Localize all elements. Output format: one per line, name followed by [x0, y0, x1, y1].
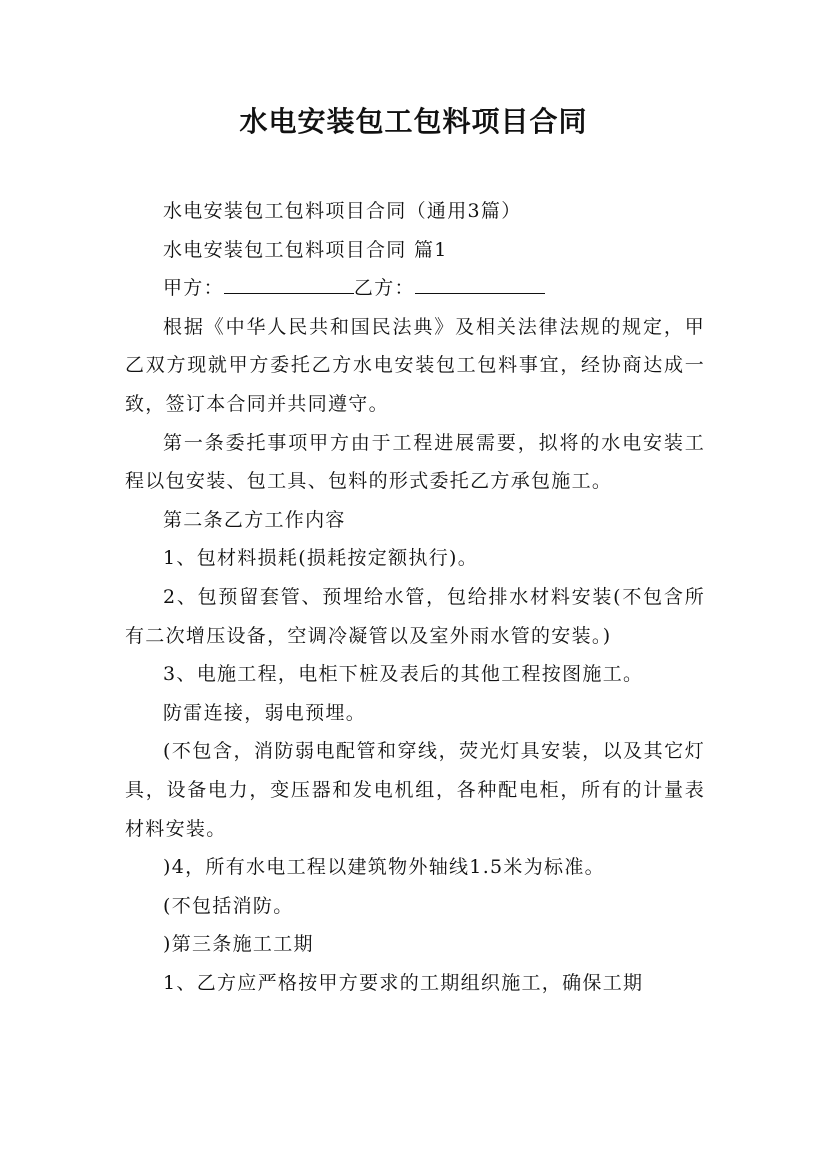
- article-3-item-1: 1、乙方应严格按甲方要求的工期组织施工，确保工期: [163, 971, 644, 994]
- section-heading: 水电安装包工包料项目合同 篇1: [163, 238, 448, 261]
- preamble-paragraph: 根据《中华人民共和国民法典》及相关法律法规的规定，甲乙双方现就甲方委托乙方水电安装包工包料事宜，经协商达成一致，签订本合同并共同遵守。: [125, 315, 705, 415]
- article-2-item-3-note: 防雷连接，弱电预埋。: [163, 701, 367, 724]
- party-b-label: 乙方：: [353, 277, 415, 300]
- party-a-label: 甲方：: [163, 277, 224, 300]
- article-2-item-2: 2、包预留套管、预埋给水管，包给排水材料安装(不包含所有二次增压设备，空调冷凝管以及室外雨水管的安装。): [125, 585, 705, 647]
- document-body: [125, 192, 705, 1002]
- parties-line: [125, 269, 705, 308]
- document-title: 水电安装包工包料项目合同: [239, 105, 588, 138]
- article-2-item-4: )4，所有水电工程以建筑物外轴线1.5米为标准。: [163, 856, 605, 879]
- article-2-item-1: 1、包材料损耗(损耗按定额执行)。: [163, 547, 479, 570]
- article-2-fire-note: (不包括消防。: [163, 894, 294, 917]
- article-1-paragraph: 第一条委托事项甲方由于工程进展需要，拟将的水电安装工程以包安装、包工具、包料的形式委托乙方承包施工。: [125, 431, 705, 493]
- article-2-heading: 第二条乙方工作内容: [163, 508, 346, 531]
- party-a-blank: [224, 271, 354, 294]
- article-2-exclusions: (不包含，消防弱电配管和穿线，荧光灯具安装，以及其它灯具，设备电力，变压器和发电机组，各种配电柜，所有的计量表材料安装。: [125, 740, 705, 840]
- article-3-heading: )第三条施工工期: [163, 933, 314, 956]
- party-b-blank: [415, 271, 545, 294]
- article-2-item-3: 3、电施工程，电柜下桩及表后的其他工程按图施工。: [163, 663, 644, 686]
- subtitle-line: 水电安装包工包料项目合同（通用3篇）: [163, 200, 522, 222]
